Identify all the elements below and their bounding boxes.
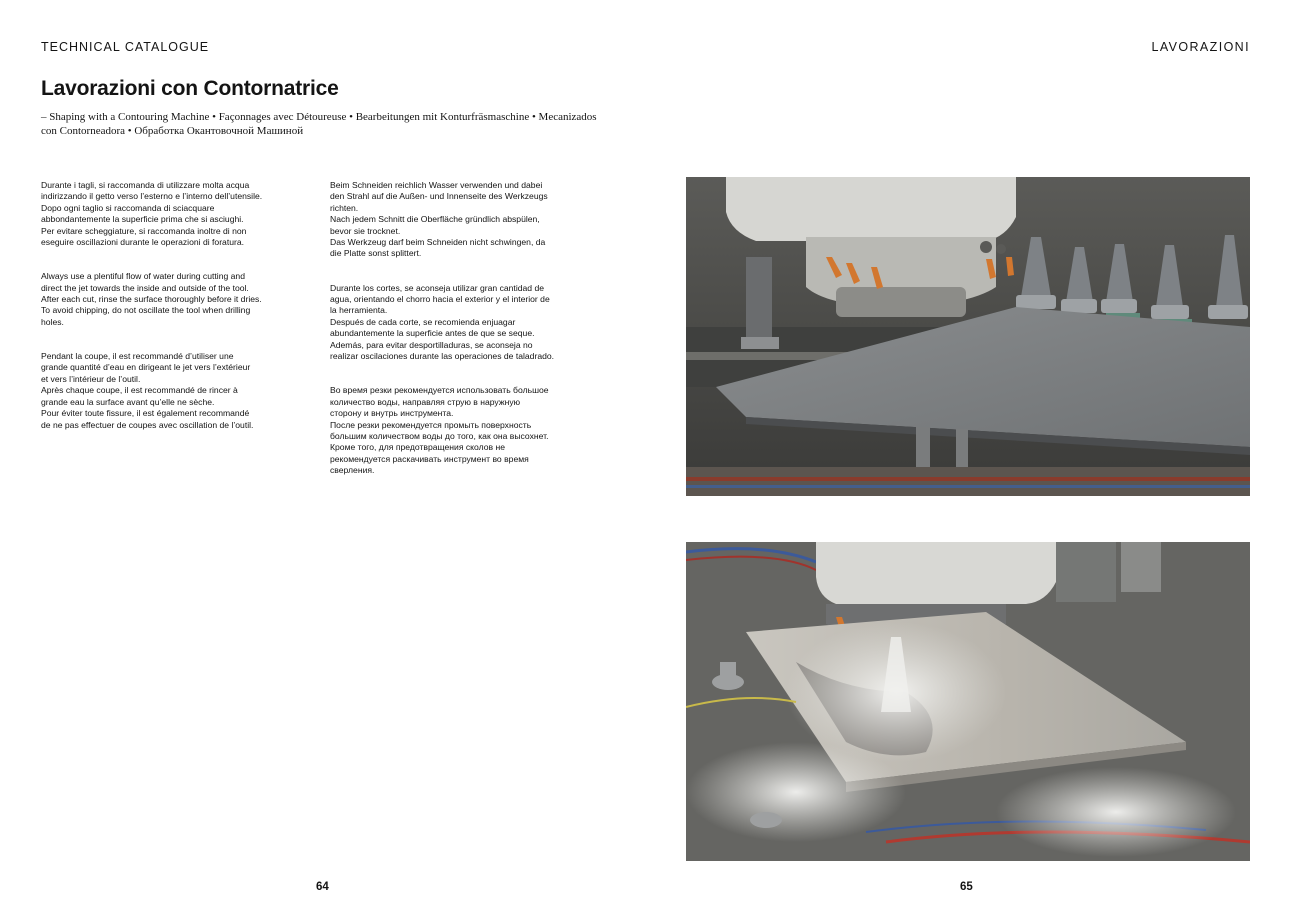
- photo-cutting-with-water-image: [686, 542, 1250, 861]
- page-subtitle: – Shaping with a Contouring Machine • Façonnages avec Détoureuse • Bearbeitungen mit Konturfräsmaschine • Mecanizados con Contorneadora • Обработка Окантовочной Машиной: [41, 111, 597, 137]
- text-column-right: [330, 180, 570, 499]
- paragraph-spanish: Durante los cortes, se aconseja utilizar gran cantidad de agua, orientando el chorro hacia el exterior y el interior de la herramienta. Después de cada corte, se recomienda enjuagar abundantemente la superficie antes de que se seque. Además, para evitar desportilladuras, se aconseja no realizar oscilaciones durante las operaciones de taladrado.: [330, 282, 555, 362]
- section-header-label: LAVORAZIONI: [1151, 40, 1250, 54]
- paragraph-french: Pendant la coupe, il est recommandé d’utiliser une grande quantité d’eau en dirigeant le jet vers l’extérieur et vers l’intérieur de l’outil. Après chaque coupe, il est recommandé de rincer à grande eau la surface avant qu’elle ne sèche. Pour éviter toute fissure, il est également recommandé de ne pas effectuer de coupes avec oscillation de l’outil.: [41, 351, 254, 430]
- paragraph-russian: Во время резки рекомендуется использовать большое количество воды, направляя струю в наружную сторону и внутрь инструмента. После резки рекомендуется промыть поверхность большим количеством воды до того, как она высохнет. Кроме того, для предотвращения сколов не рекомендуется раскачивать инструмент во время сверления.: [330, 385, 549, 476]
- catalogue-header-label: TECHNICAL CATALOGUE: [41, 40, 210, 54]
- paragraph-italian: Durante i tagli, si raccomanda di utilizzare molta acqua indirizzando il getto verso l’esterno e l’interno dell’utensile. Dopo ogni taglio si raccomanda di sciacquare abbondantemente la superficie prima che si asciughi. Per evitare scheggiature, si raccomanda inoltre di non eseguire oscillazioni durante le operazioni di foratura.: [41, 180, 263, 248]
- paragraph-english: Always use a plentiful flow of water during cutting and direct the jet towards the inside and outside of the tool. After each cut, rinse the surface thoroughly before it dries. To avoid chipping, do not oscillate the tool when drilling holes.: [41, 271, 262, 327]
- page-number-right: 65: [960, 881, 973, 893]
- photo-contouring-machine-tools: [686, 177, 1250, 496]
- page-title: Lavorazioni con Contornatrice: [41, 77, 339, 100]
- page-number-left: 64: [316, 881, 329, 893]
- text-column-left: [41, 180, 291, 454]
- photo-cutting-with-water: [686, 542, 1250, 861]
- paragraph-german: Beim Schneiden reichlich Wasser verwenden und dabei den Strahl auf die Außen- und Innenseite des Werkzeugs richten. Nach jedem Schnitt die Oberfläche gründlich abspülen, bevor sie trocknet. Das Werkzeug darf beim Schneiden nicht schwingen, da die Platte sonst splittert.: [330, 180, 548, 259]
- photo-contouring-machine-tools-image: [686, 177, 1250, 496]
